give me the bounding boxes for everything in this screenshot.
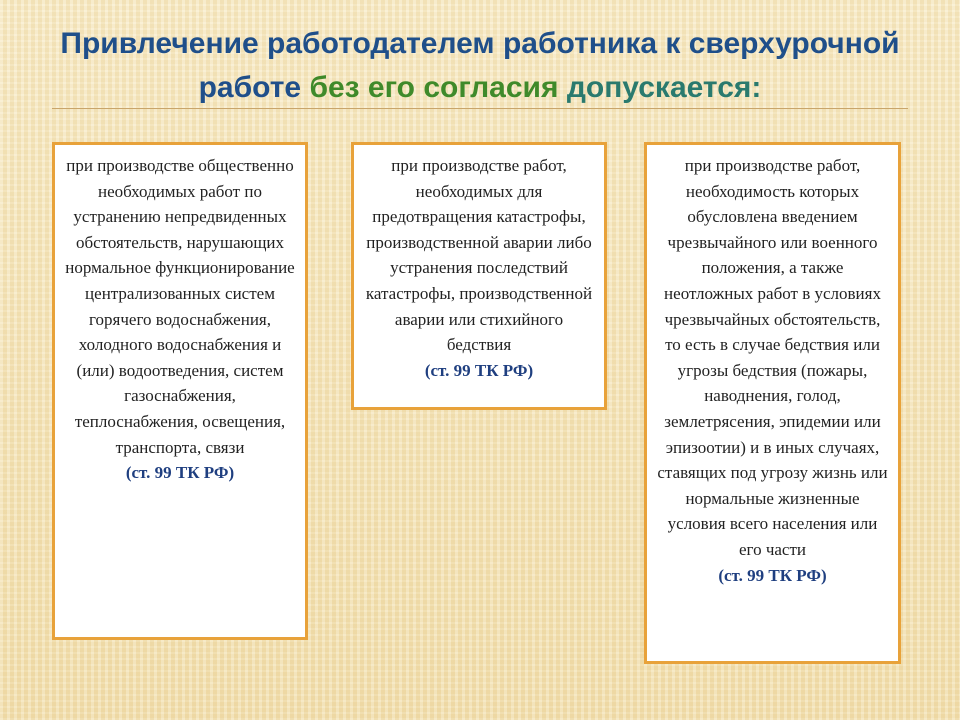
condition-text-3: при производстве работ, необходимость которых обусловлена введением чрезвычайного или военного положения, а также неотложных работ в условиях чрезвычайных обстоятельств, то есть в случае бедствия или угрозы бедствия (пожары, наводнения, голод, землетрясения, эпидемии или эпизоотии) и в иных случаях, ставящих под угрозу жизнь или нормальные жизненные условия всего населения или его части: [657, 156, 888, 559]
title-part-1: Привлечение работодателем работника к сверхурочной работе: [60, 27, 900, 104]
condition-text-2: при производстве работ, необходимых для предотвращения катастрофы, производственной аварии либо устранения последствий катастрофы, производственной аварии или стихийного бедствия: [365, 156, 593, 355]
title-part-2: допускается:: [558, 71, 762, 104]
law-reference-3: (ст. 99 ТК РФ): [718, 565, 827, 585]
title-highlight: без его согласия: [309, 71, 559, 104]
condition-box-3: [644, 142, 901, 664]
law-reference-1: (ст. 99 ТК РФ): [125, 463, 235, 483]
title-divider: [52, 108, 908, 109]
law-reference-2: (ст. 99 ТК РФ): [424, 360, 534, 380]
condition-text-1: при производстве общественно необходимых работ по устранению непредвиденных обстоятельств, нарушающих нормальное функционирование централизованных систем горячего водоснабжения, холодного водоснабжения и (или) водоотведения, систем газоснабжения, теплоснабжения, освещения, транспорта, связи: [65, 156, 295, 457]
condition-box-1: [52, 142, 308, 640]
slide-title: [30, 22, 930, 110]
condition-box-2: [351, 142, 607, 410]
